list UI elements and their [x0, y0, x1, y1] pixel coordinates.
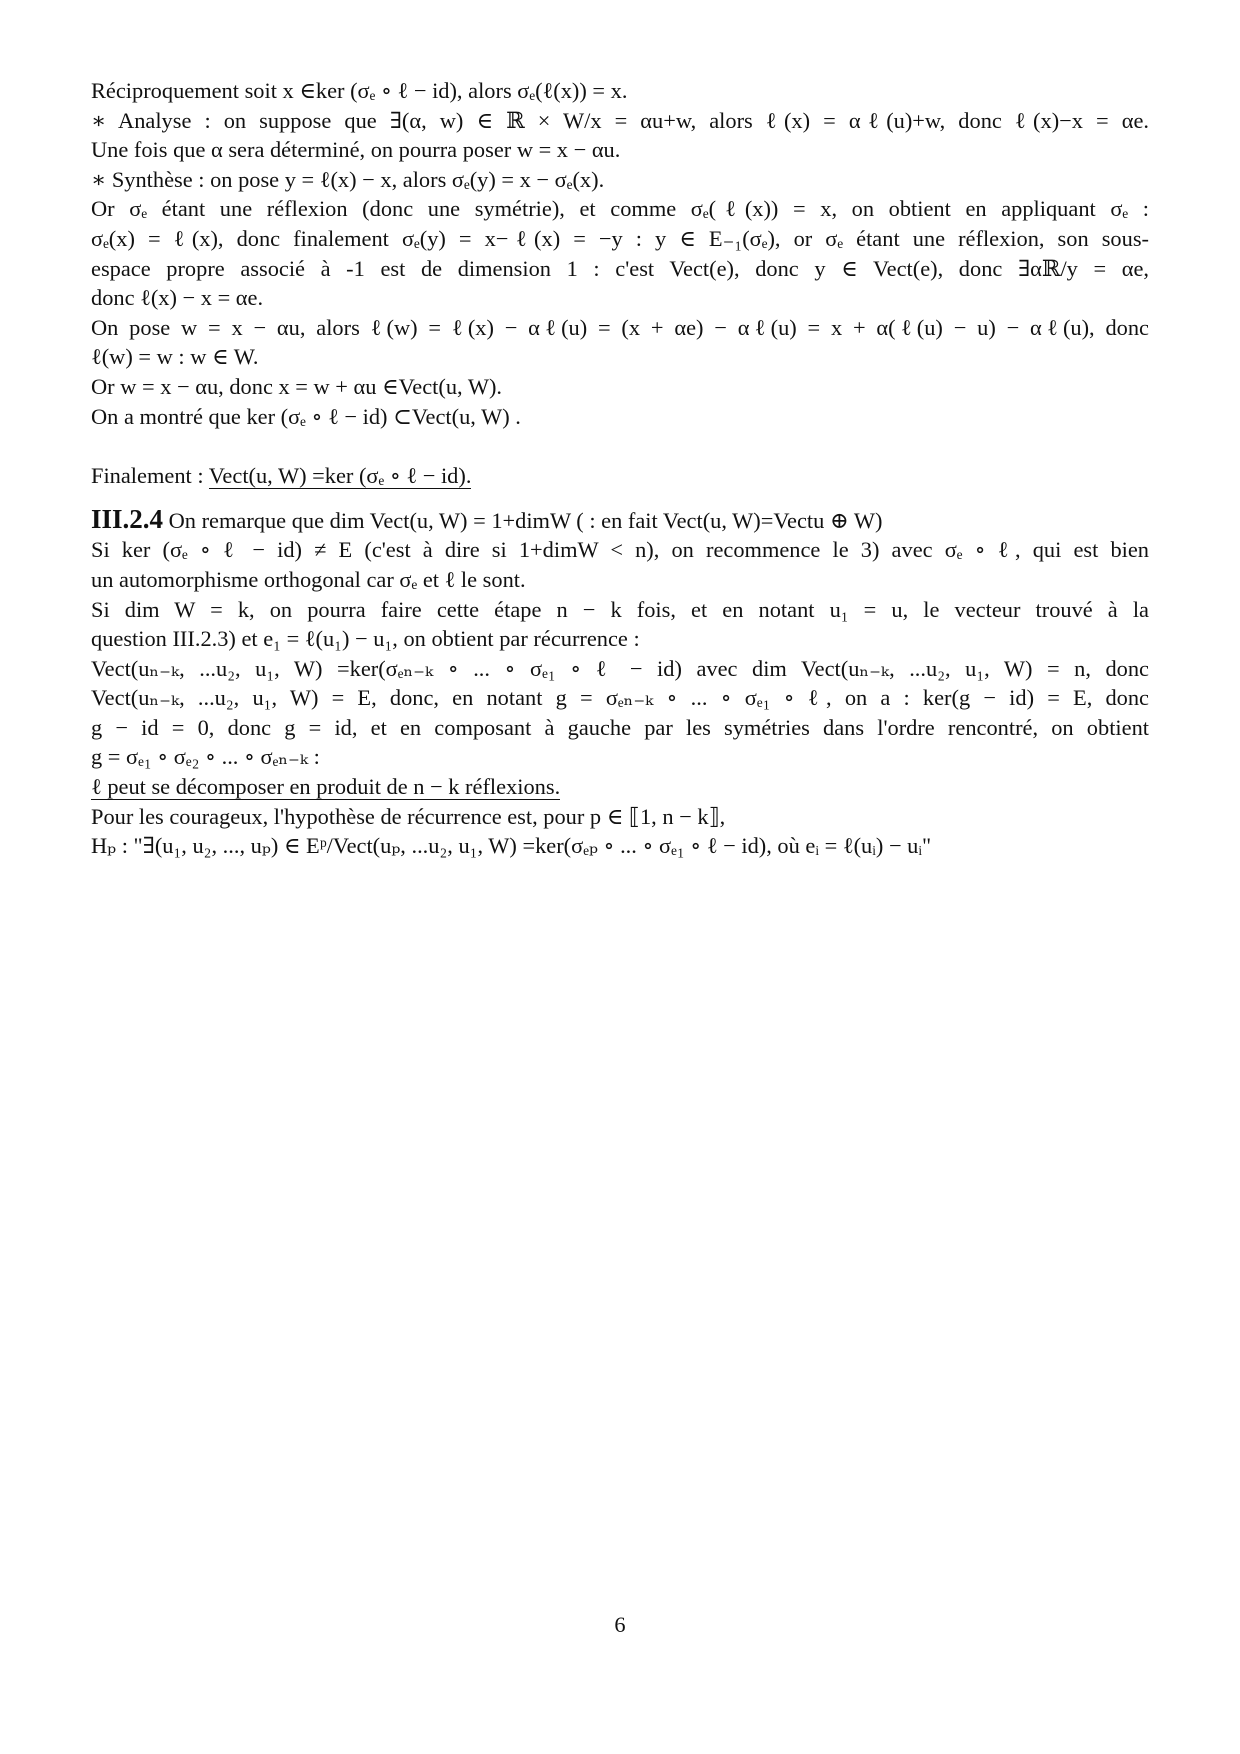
text-line: donc ℓ(x) − x = αe. — [91, 285, 264, 311]
text-line: Hₚ : "∃(u₁, u₂, ..., uₚ) ∈ Eᵖ/Vect(uₚ, ...u₂, u₁, W) =ker(σₑₚ ∘ ... ∘ σₑ₁ ∘ ℓ − id), où eᵢ = ℓ(uᵢ) − uᵢ" — [91, 833, 932, 859]
page-body — [91, 76, 1149, 861]
text-line: Si dim W = k, on pourra faire cette étape n − k fois, et en notant u₁ = u, le vecteur trouvé à la — [91, 596, 1149, 622]
conclusion-underlined: ℓ peut se décomposer en produit de n − k réflexions. — [91, 774, 561, 800]
text-line: On a montré que ker (σₑ ∘ ℓ − id) ⊂Vect(u, W) . — [91, 403, 521, 429]
section-line-text: On remarque que dim Vect(u, W) = 1+dimW ( : en fait Vect(u, W)=Vectu ⊕ W) — [163, 507, 883, 533]
text-line: Or w = x − αu, donc x = w + αu ∈Vect(u, W). — [91, 373, 503, 399]
text-line: ∗ Analyse : on suppose que ∃(α, w) ∈ ℝ × W/x = αu+w, alors ℓ(x) = αℓ(u)+w, donc ℓ(x)−x = αe. — [91, 107, 1149, 133]
text-line: Vect(uₙ₋ₖ, ...u₂, u₁, W) = E, donc, en notant g = σₑₙ₋ₖ ∘ ... ∘ σₑ₁ ∘ ℓ, on a : ker(g − id) = E, donc — [91, 685, 1149, 711]
conclusion-line — [91, 772, 1149, 802]
text-line: Pour les courageux, l'hypothèse de récurrence est, pour p ∈ ⟦1, n − k⟧, — [91, 803, 726, 829]
text-line: espace propre associé à -1 est de dimension 1 : c'est Vect(e), donc y ∈ Vect(e), donc ∃αℝ/y = αe, — [91, 255, 1149, 281]
text-line: On pose w = x − αu, alors ℓ(w) = ℓ(x) − αℓ(u) = (x + αe) − αℓ(u) = x + α(ℓ(u) − u) − αℓ(u), donc — [91, 314, 1149, 340]
text-line: Une fois que α sera déterminé, on pourra poser w = x − αu. — [91, 137, 621, 163]
text-line: Vect(uₙ₋ₖ, ...u₂, u₁, W) =ker(σₑₙ₋ₖ ∘ ... ∘ σₑ₁ ∘ ℓ − id) avec dim Vect(uₙ₋ₖ, ...u₂, u₁, W) = n, donc — [91, 655, 1149, 681]
final-prefix: Finalement : — [91, 463, 209, 489]
text-line: ℓ(w) = w : w ∈ W. — [91, 344, 259, 370]
final-result-underlined: Vect(u, W) =ker (σₑ ∘ ℓ − id). — [208, 463, 472, 489]
text-line: g − id = 0, donc g = id, et en composant à gauche par les symétries dans l'ordre rencontré, on obtient — [91, 714, 1149, 740]
text-line: σₑ(x) = ℓ(x), donc finalement σₑ(y) = x−ℓ(x) = −y : y ∈ E₋₁(σₑ), or σₑ étant une réflexion, son sous- — [91, 225, 1149, 251]
text-line: g = σₑ₁ ∘ σₑ₂ ∘ ... ∘ σₑₙ₋ₖ : — [91, 744, 320, 770]
section-gap — [91, 491, 1149, 505]
text-line: question III.2.3) et e₁ = ℓ(u₁) − u₁, on obtient par récurrence : — [91, 626, 640, 652]
text-line: Si ker (σₑ ∘ ℓ − id) ≠ E (c'est à dire si 1+dimW < n), on recommence le 3) avec σₑ ∘ ℓ, qui est bien — [91, 537, 1149, 563]
text-line: un automorphisme orthogonal car σₑ et ℓ le sont. — [91, 566, 526, 592]
text-line: Réciproquement soit x ∈ker (σₑ ∘ ℓ − id), alors σₑ(ℓ(x)) = x. — [91, 78, 628, 103]
final-result-line — [91, 461, 1149, 491]
text-line: ∗ Synthèse : on pose y = ℓ(x) − x, alors σₑ(y) = x − σₑ(x). — [91, 166, 605, 192]
section-heading-line — [91, 505, 1149, 536]
text-line: Or σₑ étant une réflexion (donc une symétrie), et comme σₑ(ℓ(x)) = x, on obtient en appliquant σₑ : — [91, 196, 1149, 222]
page-number: 6 — [614, 1612, 626, 1637]
section-number: III.2.4 — [91, 504, 164, 534]
paragraph-gap — [91, 431, 1149, 461]
